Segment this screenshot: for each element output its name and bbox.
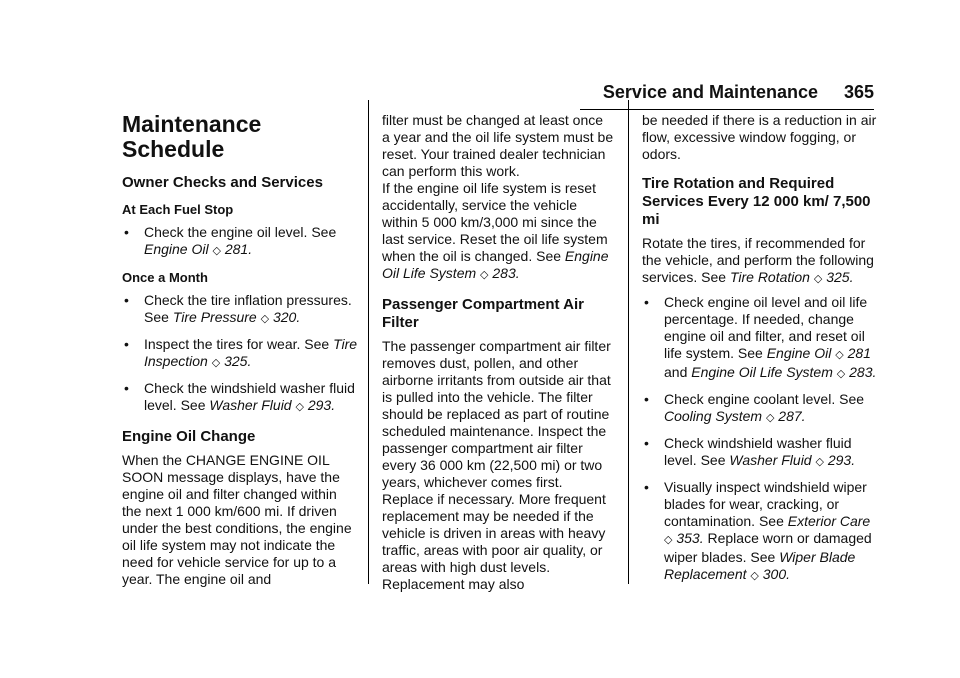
- section-title: Service and Maintenance: [602, 82, 818, 102]
- list-item: • Check the tire inflation pressures. See Tire Pressure ◇ 320.: [124, 292, 352, 325]
- cross-reference-link[interactable]: Cooling System ◇ 287.: [664, 408, 806, 424]
- tire-rotation-heading: Tire Rotation and Required Services Every 12 000 km/ 7,500 mi: [642, 175, 871, 228]
- bullet-icon: •: [644, 479, 649, 495]
- bullet-icon: •: [124, 224, 129, 240]
- fuel-stop-heading: At Each Fuel Stop: [122, 202, 234, 217]
- page-ref-icon: ◇: [835, 349, 844, 361]
- bullet-icon: •: [644, 294, 649, 310]
- bullet-icon: •: [124, 336, 129, 352]
- body-paragraph: Rotate the tires, if recommended for the vehicle, and perform the following services. See Tire Rotation ◇ 325.: [642, 235, 874, 285]
- page-ref-icon: ◇: [480, 269, 489, 281]
- page-ref-icon: ◇: [212, 245, 221, 257]
- body-paragraph: be needed if there is a reduction in air flow, excessive window fogging, or odors.: [642, 112, 877, 162]
- body-paragraph: If the engine oil life system is reset accidentally, service the vehicle within 5 000 km/3,000 mi since the last service. Reset the oil life system when the oil is changed. See Engine Oil Life System ◇ 283.: [382, 180, 609, 281]
- cross-reference-link[interactable]: Exterior Care ◇ 353.: [664, 513, 871, 546]
- page-ref-icon: ◇: [813, 273, 823, 285]
- cross-reference-link[interactable]: Tire Rotation ◇ 325.: [729, 269, 854, 285]
- column-3: [642, 112, 878, 593]
- bullet-icon: •: [124, 292, 129, 308]
- column-1: [122, 112, 358, 594]
- page-ref-icon: ◇: [664, 534, 673, 546]
- list-item: • Check engine coolant level. See Cooling System ◇ 287.: [644, 391, 865, 424]
- column-divider: [368, 100, 369, 584]
- cross-reference-link[interactable]: Wiper Blade Replacement ◇ 300.: [664, 549, 856, 582]
- cross-reference-link[interactable]: Washer Fluid ◇ 293.: [209, 397, 336, 413]
- cross-reference-link[interactable]: Tire Pressure ◇ 320.: [172, 309, 301, 325]
- bullet-icon: •: [644, 391, 649, 407]
- cross-reference-link[interactable]: Engine Oil Life System ◇ 283.: [382, 248, 609, 281]
- cross-reference-link[interactable]: Engine Oil ◇ 281.: [144, 241, 253, 257]
- cross-reference-link[interactable]: Engine Oil ◇ 281: [766, 345, 871, 361]
- engine-oil-change-heading: Engine Oil Change: [122, 428, 256, 445]
- cross-reference-link[interactable]: Engine Oil Life System ◇ 283.: [691, 364, 877, 380]
- page-ref-icon: ◇: [815, 456, 824, 468]
- page-ref-icon: ◇: [295, 401, 304, 413]
- column-2: [382, 112, 614, 599]
- list-item: • Check windshield washer fluid level. See Washer Fluid ◇ 293.: [644, 435, 856, 468]
- bullet-icon: •: [644, 435, 649, 451]
- page-ref-icon: ◇: [211, 357, 221, 369]
- once-a-month-heading: Once a Month: [122, 270, 208, 285]
- page-number: 365: [843, 82, 874, 102]
- owner-checks-heading: Owner Checks and Services: [122, 174, 323, 191]
- cross-reference-link[interactable]: Tire Inspection ◇ 325.: [144, 336, 358, 369]
- list-item: • Visually inspect windshield wiper blades for wear, cracking, or contamination. See Exterior Care ◇ 353. Replace worn or damaged wiper blades. See Wiper Blade Replacement ◇ 300.: [644, 479, 872, 582]
- column-divider: [628, 100, 629, 584]
- page-header: [580, 80, 874, 110]
- page-ref-icon: ◇: [765, 412, 775, 424]
- list-item: • Inspect the tires for wear. See Tire Inspection ◇ 325.: [124, 336, 358, 369]
- body-paragraph: filter must be changed at least once a year and the oil life system must be reset. Your trained dealer technician can perform this work.: [382, 112, 614, 179]
- page-ref-icon: ◇: [750, 570, 759, 582]
- cross-reference-link[interactable]: Washer Fluid ◇ 293.: [729, 452, 856, 468]
- bullet-icon: •: [124, 380, 129, 396]
- list-item: • Check the windshield washer fluid level. See Washer Fluid ◇ 293.: [124, 380, 355, 413]
- page-title: Maintenance Schedule: [122, 111, 262, 162]
- page-ref-icon: ◇: [836, 368, 846, 380]
- page-ref-icon: ◇: [260, 313, 270, 325]
- body-paragraph: When the CHANGE ENGINE OIL SOON message displays, have the engine oil and filter changed within the next 1 000 km/600 mi. If driven under the best conditions, the engine oil life system may not indicate the need for vehicle service for up to a year. The engine oil and: [122, 452, 352, 587]
- body-paragraph: The passenger compartment air filter removes dust, pollen, and other airborne irritants from outside air that is pulled into the vehicle. The filter should be replaced as part of routine scheduled maintenance. Inspect the passenger compartment air filter every 36 000 km (22,500 mi) or two years, whichever comes first. Replace if necessary. More frequent replacement may be needed if the vehicle is driven in areas with heavy traffic, areas with poor air quality, or areas with high dust levels. Replacement may also: [382, 338, 611, 592]
- header-rule: [580, 109, 874, 110]
- list-item: • Check the engine oil level. See Engine Oil ◇ 281.: [124, 224, 337, 257]
- air-filter-heading: Passenger Compartment Air Filter: [382, 296, 585, 331]
- list-item: • Check engine oil level and oil life percentage. If needed, change engine oil and filter, and reset oil life system. See Engine Oil ◇ 281 and Engine Oil Life System ◇ 283.: [644, 294, 877, 380]
